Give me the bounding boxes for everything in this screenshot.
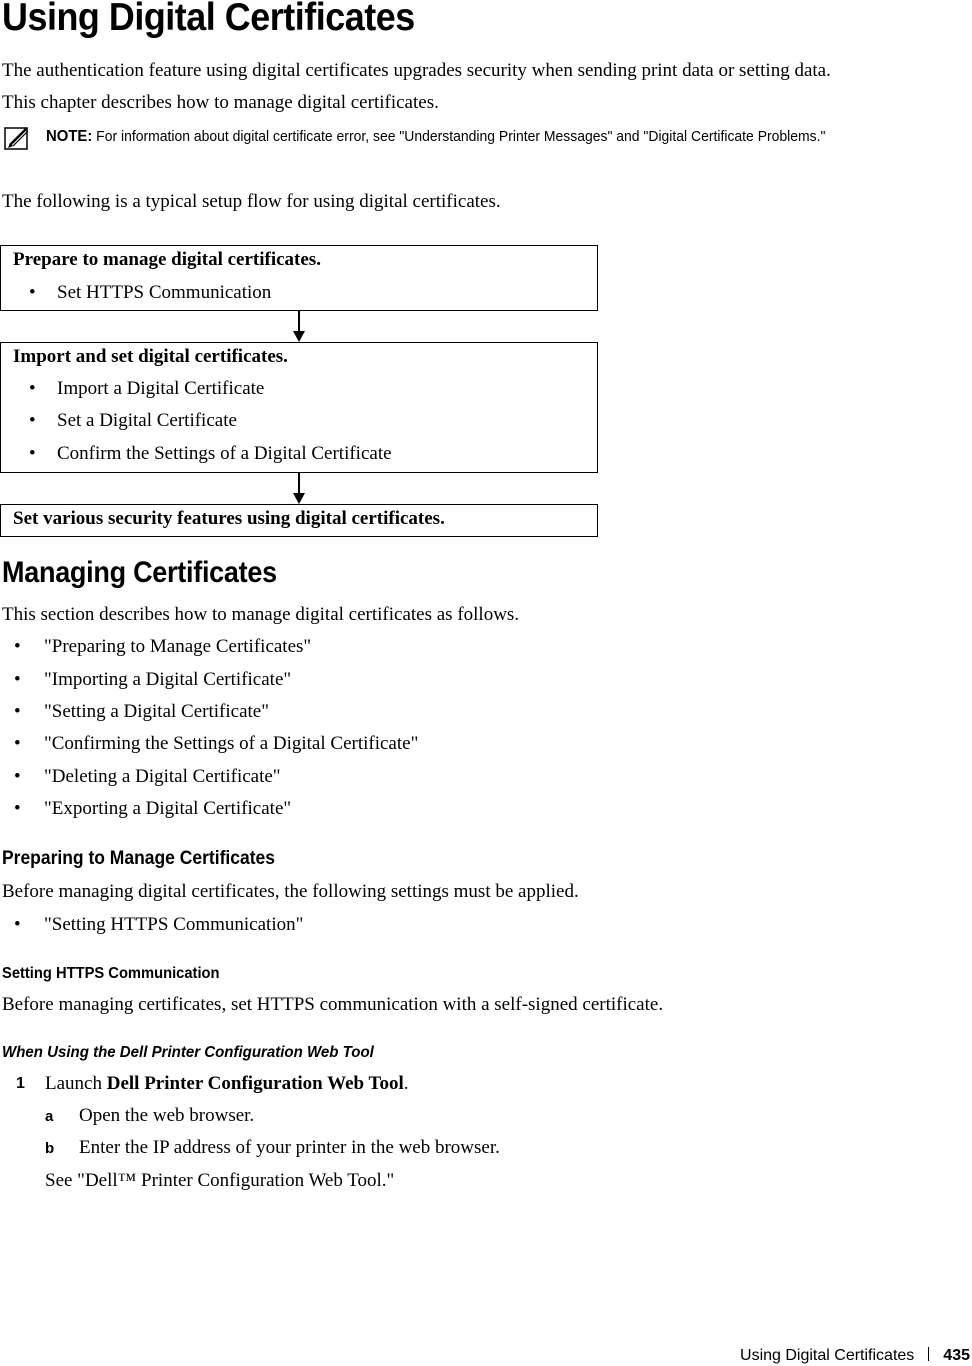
substep-text: Open the web browser. <box>79 1105 255 1126</box>
intro-paragraph-line1: The authentication feature using digital certificates upgrades security when sending print data or setting data. <box>2 60 831 81</box>
flow-box-title: Prepare to manage digital certificates. <box>13 249 321 270</box>
bullet-glyph: • <box>14 636 21 657</box>
bullet-glyph: • <box>29 410 36 431</box>
list-item: • "Setting HTTPS Communication" <box>14 914 304 935</box>
preparing-intro: Before managing digital certificates, the following settings must be applied. <box>2 881 579 902</box>
substep-letter: a <box>45 1108 54 1125</box>
flow-box-title: Import and set digital certificates. <box>13 346 288 367</box>
subsection-heading-preparing: Preparing to Manage Certificates <box>2 848 275 869</box>
flow-box-prepare <box>0 245 598 311</box>
flow-box-import <box>0 342 598 473</box>
list-item: • "Deleting a Digital Certificate" <box>14 766 281 787</box>
bullet-glyph: • <box>29 282 36 303</box>
flow-box-title: Set various security features using digital certificates. <box>13 508 445 529</box>
page-number: 435 <box>943 1347 970 1364</box>
flow-box-item: • Confirm the Settings of a Digital Certificate <box>29 443 392 464</box>
bullet-glyph: • <box>14 701 21 722</box>
footer-section: Using Digital Certificates <box>740 1347 915 1364</box>
page-title: Using Digital Certificates <box>2 0 415 39</box>
flow-arrow <box>298 311 300 331</box>
flow-arrow-head <box>293 331 305 342</box>
bullet-glyph: • <box>29 443 36 464</box>
bullet-glyph: • <box>14 733 21 754</box>
app-name: Dell Printer Configuration Web Tool <box>106 1073 404 1094</box>
page-footer <box>740 1347 970 1365</box>
list-item: • "Exporting a Digital Certificate" <box>14 798 292 819</box>
pencil-note-icon <box>4 125 30 151</box>
step-text: Launch Dell Printer Configuration Web Tool. <box>45 1073 409 1094</box>
flow-arrow-head <box>293 493 305 504</box>
bullet-glyph: • <box>14 669 21 690</box>
flow-box-security <box>0 504 598 537</box>
bullet-glyph: • <box>29 378 36 399</box>
bullet-glyph: • <box>14 766 21 787</box>
substep-text: Enter the IP address of your printer in the web browser. <box>79 1137 500 1158</box>
managing-intro: This section describes how to manage digital certificates as follows. <box>2 604 520 625</box>
substep-letter: b <box>45 1140 55 1157</box>
note-label: NOTE: <box>46 128 93 145</box>
section-heading-managing: Managing Certificates <box>2 556 277 589</box>
bullet-glyph: • <box>14 798 21 819</box>
note-body: For information about digital certificate error, see "Understanding Printer Messages" and "Digital Certificate Problems." <box>96 128 826 145</box>
flow-box-item: • Import a Digital Certificate <box>29 378 265 399</box>
list-item: • "Preparing to Manage Certificates" <box>14 636 312 657</box>
procedure-heading: When Using the Dell Printer Configuration Web Tool <box>2 1044 374 1061</box>
bullet-glyph: • <box>14 914 21 935</box>
list-item: • "Setting a Digital Certificate" <box>14 701 269 722</box>
note-text <box>46 128 825 146</box>
flow-arrow <box>298 473 300 493</box>
flow-box-item: • Set HTTPS Communication <box>29 282 272 303</box>
flow-box-item: • Set a Digital Certificate <box>29 410 237 431</box>
list-item: • "Confirming the Settings of a Digital Certificate" <box>14 733 419 754</box>
flow-intro: The following is a typical setup flow for using digital certificates. <box>2 191 501 212</box>
intro-paragraph-line2: This chapter describes how to manage digital certificates. <box>2 92 439 113</box>
list-item: • "Importing a Digital Certificate" <box>14 669 292 690</box>
see-reference: See "Dell™ Printer Configuration Web Tool." <box>45 1170 395 1191</box>
https-intro: Before managing certificates, set HTTPS communication with a self-signed certificate. <box>2 994 664 1015</box>
step-number: 1 <box>16 1075 25 1092</box>
subsection-heading-https: Setting HTTPS Communication <box>2 965 220 982</box>
footer-divider <box>928 1347 929 1361</box>
